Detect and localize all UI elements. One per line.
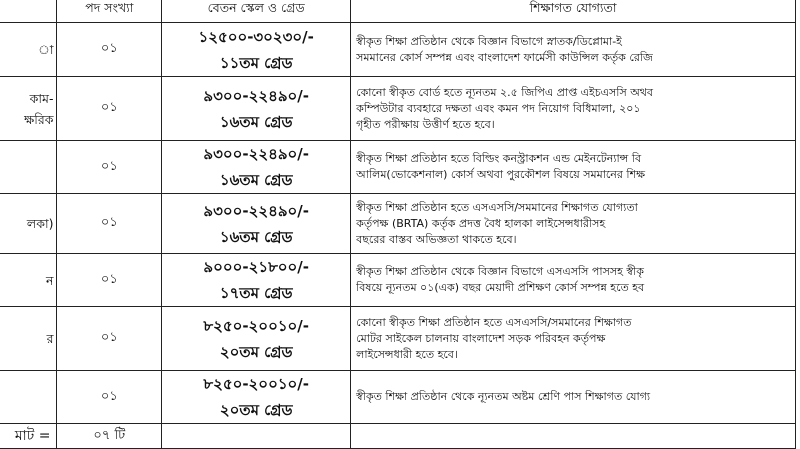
header-post-count: পদ সংখ্যা [57,0,162,23]
pay-scale-cell [162,23,351,77]
pay-scale-cell [162,141,351,194]
qualification-cell [351,371,796,424]
pay-grade: ১১তম গ্রেড [219,53,293,72]
pay-scale: ৯৩০০-২২৪৯০/- [203,201,310,220]
post-name-cell [0,23,57,77]
post-count-cell: ০১ [57,194,162,254]
qualification-cell [351,141,796,194]
pay-grade: ১৬তম গ্রেড [219,112,293,131]
total-empty-cell [162,424,351,449]
qualification-line: গৃহীত পরীক্ষায় উত্তীর্ণ হতে হবে। [356,117,495,131]
total-value: ০৭ টি [57,424,162,449]
post-name-line: লকা) [26,216,54,231]
qualification-line: স্বীকৃত শিক্ষা প্রতিষ্ঠান থেকে বিজ্ঞান বিভাগে এসএসসি পাসসহ স্বীকৃ [356,265,644,278]
pay-scale: ৯৩০০-২২৪৯০/- [203,145,310,163]
qualification-line: স্বীকৃত শিক্ষা প্রতিষ্ঠান থেকে বিজ্ঞান বিভাগে স্নাতক/ডিপ্লোমা-ই [356,34,622,48]
pay-grade: ২০তম গ্রেড [219,401,293,419]
qualification-line: বছরের বাস্তব অভিজ্ঞতা থাকতে হবে। [356,232,517,246]
qualification-cell [351,254,796,307]
total-row [0,424,796,449]
post-name-line: ন [46,272,54,288]
table-row [0,77,796,141]
post-count-cell: ০১ [57,23,162,77]
post-name-cell [0,77,57,141]
header-qualification: শিক্ষাগত যোগ্যতা [351,0,796,23]
pay-grade: ১৬তম গ্রেড [219,227,293,246]
qualification-line: কর্তৃপক্ষ (BRTA) কর্তৃক প্রদত্ত বৈধ হালকা লাইসেন্সধারীসহ [356,216,606,230]
table-row [0,254,796,307]
pay-scale-cell [162,77,351,141]
post-name-line: ক্ষরিক [24,111,54,127]
post-count-cell: ০১ [57,254,162,307]
qualification-cell [351,77,796,141]
header-post-name [0,0,57,23]
pay-grade: ১৬তম গ্রেড [219,171,293,189]
pay-scale-cell [162,254,351,307]
post-count-cell: ০১ [57,77,162,141]
post-count-cell: ০১ [57,371,162,424]
table-row [0,194,796,254]
qualification-line: স্বীকৃত শিক্ষা প্রতিষ্ঠান হতে বিল্ডিং কনস্ট্রাকশন এন্ড মেইনটেন্যান্স বি [356,152,642,165]
table-body [0,23,796,424]
post-name-cell [0,141,57,194]
qualification-line: সমমানের কোর্স সম্পন্ন এবং বাংলাদেশ ফার্মেসী কাউন্সিল কর্তৃক রেজি [356,50,653,64]
table-header-row [0,0,796,23]
pay-grade: ২০তম গ্রেড [219,342,293,361]
pay-scale-cell [162,371,351,424]
qualification-line: স্বীকৃত শিক্ষা প্রতিষ্ঠান হতে এসএসসি/সমমানের শিক্ষাগত যোগ্যতা [356,200,638,214]
qualification-cell [351,23,796,77]
post-count-cell: ০১ [57,141,162,194]
qualification-line: আলিম(ভোকেশনাল) কোর্স অথবা পুরকৌশল বিষয়ে সমমানের শিক্ষ [356,168,645,181]
post-name-cell [0,371,57,424]
post-name-cell [0,307,57,371]
pay-scale: ৮২৫০-২০০১০/- [203,375,310,393]
table-row [0,307,796,371]
total-empty-cell [351,424,796,449]
qualification-cell [351,307,796,371]
post-name-line: র [46,331,54,346]
table-row [0,371,796,424]
table-row [0,141,796,194]
post-count-cell: ০১ [57,307,162,371]
pay-scale-cell [162,194,351,254]
post-name-cell [0,194,57,254]
pay-scale-cell [162,307,351,371]
qualification-line: মোটর সাইকেল চালনায় বাংলাদেশ সড়ক পরিবহন কর্তৃপক্ষ [356,331,606,345]
pay-scale: ৯০০০-২১৮০০/- [203,258,310,276]
qualification-line: লাইসেন্সধারী হতে হবে। [356,347,458,361]
table-row [0,23,796,77]
pay-grade: ১৭তম গ্রেড [219,284,293,302]
post-name-cell [0,254,57,307]
header-pay-scale: বেতন স্কেল ও গ্রেড [162,0,351,23]
qualification-cell [351,194,796,254]
qualification-line: কোনো স্বীকৃত শিক্ষা প্রতিষ্ঠান হতে এসএসসি/সমমানের শিক্ষাগত [356,315,632,329]
post-name-line: া [38,42,54,57]
qualification-line: স্বীকৃত শিক্ষা প্রতিষ্ঠান থেকে ন্যূনতম অষ্টম শ্রেণি পাস শিক্ষাগত যোগ্য [356,390,651,403]
qualification-line: কম্পিউটার ব্যবহারে দক্ষতা এবং কমন পদ নিয়োগ বিধিমালা, ২০১ [356,101,641,115]
qualification-line: কোনো স্বীকৃত বোর্ড হতে ন্যূনতম ২.৫ জিপিএ প্রাপ্ত এইচএসসি অথব [356,85,653,99]
qualification-line: বিষয়ে ন্যূনতম ০১(এক) বছর মেয়াদী প্রশিক্ষণ কোর্স সম্পন্ন হতে হব [356,281,645,294]
pay-scale: ৯৩০০-২২৪৯০/- [203,86,310,105]
pay-scale: ৮২৫০-২০০১০/- [203,316,310,335]
total-label: মাট = [0,424,57,449]
pay-scale: ১২৫০০-৩০২৩০/- [198,27,314,46]
post-name-line: কাম- [29,90,54,106]
